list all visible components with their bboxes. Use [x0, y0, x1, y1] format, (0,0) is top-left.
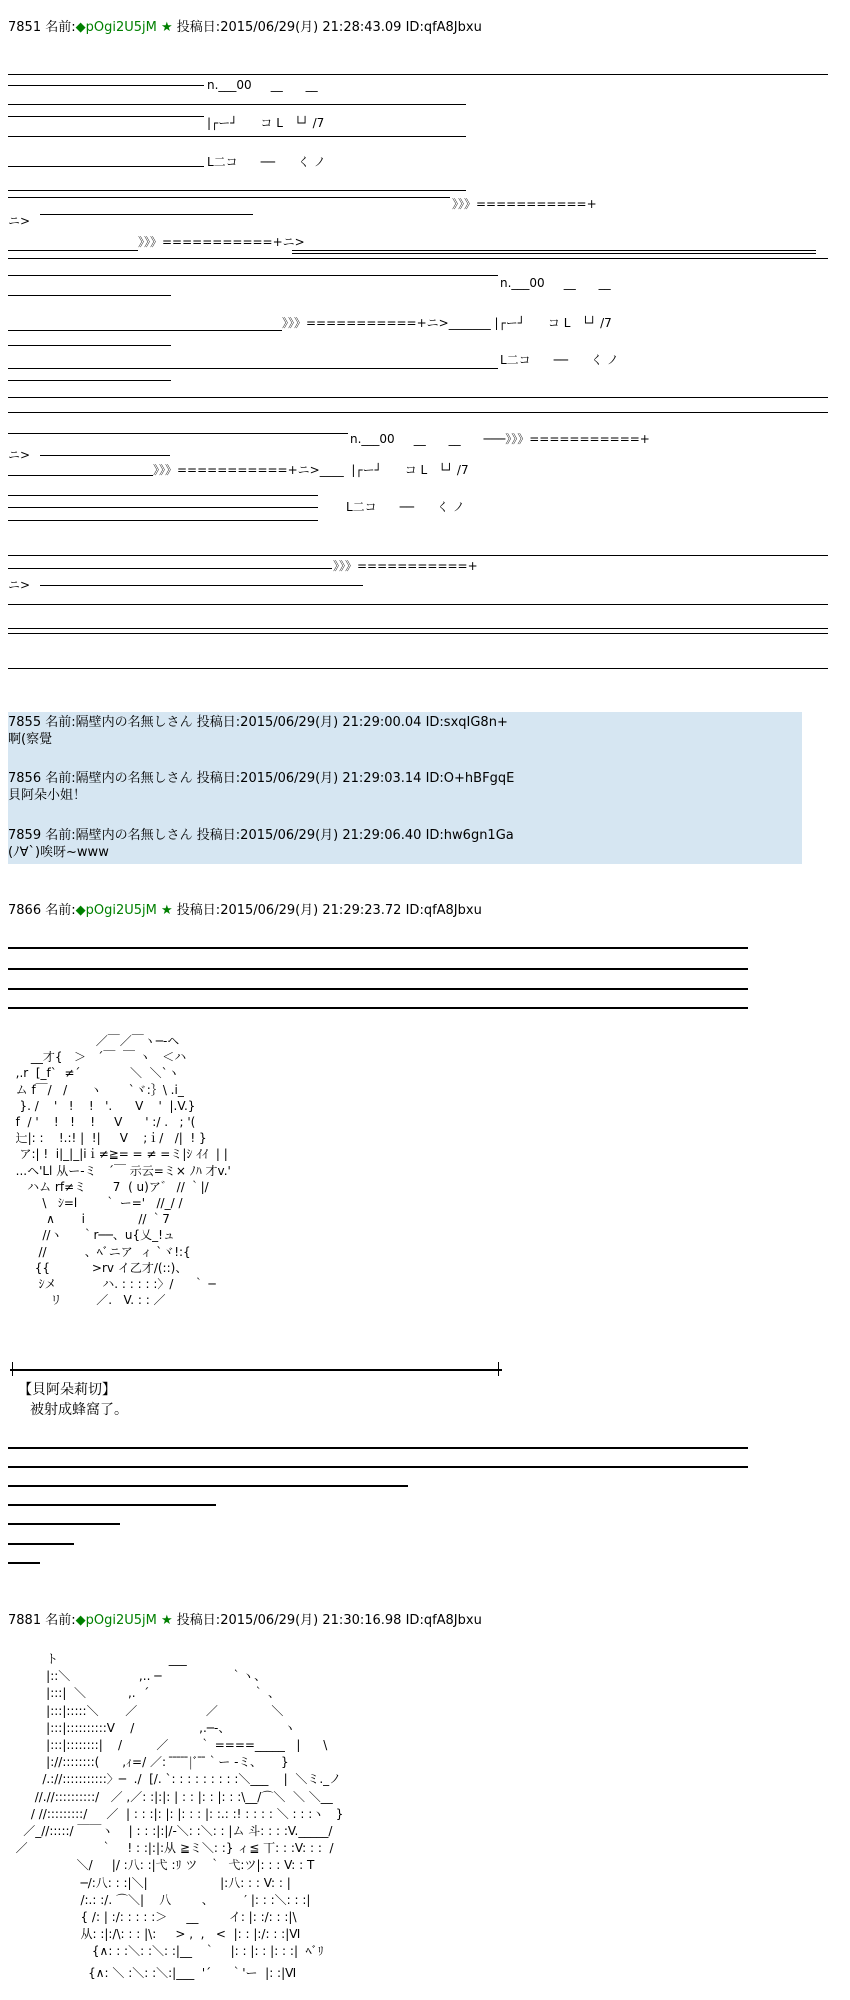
post-header — [8, 1613, 482, 1629]
date-label: 投稿日: — [196, 715, 241, 730]
name-label: 名前: — [45, 1613, 76, 1628]
ascii-art-character: ／￣／￣ヽ─‐ヘ __才{ ＞ ´￣ ￣ ヽ ＜ハ ,.r [_f` ≠´ ＼ ＼`ヽ ム f￣/ / ヽ `ヾ:｝\ .i_ }. / ' ! ! '. V ' |.V.} f / ' ! ! ! V ' :/ . ; '( 辷|: : !.:! | !| V ;ｉ/ /| ! } ア:| ! i|_|_|iｉ≠≧= = ≠ =ミ|ｼ ｲｲ | | ...ヘ'Ll 从ー-ミ ´￣ 示云=ミ× ﾉﾊ 才v.' ハム rf≠ミ 7 ( u)ア゛ // ｀|/ \ ｼ=l ｀ ー=' //_/ / ∧ i // ｀7 //ヽ ｀r──、u{乂_!ュ // 、ﾍﾞニア ィ `ヾ!:{ {{ >rv イ乙才/(::)、 ｼメ ハ. : : : : :〉/ ｀ ─ リ ／. V. : : ／ — [15, 1034, 231, 1308]
post-number: 7855 — [8, 715, 42, 730]
poster-id: ID:hw6gn1Ga — [425, 828, 514, 843]
post-header — [8, 20, 482, 36]
name-label: 名前: — [45, 20, 76, 35]
post-number: 7859 — [8, 828, 42, 843]
aa-line: ニ> — [8, 448, 31, 462]
aa-line: 》》》===========+ — [452, 197, 597, 211]
aa-line: ニ> — [8, 578, 31, 592]
aa-line: 》》》===========+ニ>_______ |┌ー┘ コ L └┘ /7 — [282, 316, 612, 330]
post-date: 2015/06/29(月) 21:28:43.09 — [220, 20, 402, 35]
post-number: 7881 — [8, 1613, 42, 1628]
poster-name: ◆pOgi2U5jM — [75, 903, 157, 918]
post-date: 2015/06/29(月) 21:29:06.40 — [240, 828, 422, 843]
caption-title: 【貝阿朵莉切】 — [18, 1382, 116, 1398]
aa-line: 》》》===========+ — [333, 559, 478, 573]
poster-id: ID:sxqIG8n+ — [425, 715, 508, 730]
caption-text: 被射成蜂窩了。 — [30, 1402, 128, 1418]
reply-text: 貝阿朵小姐！ — [8, 788, 87, 803]
poster-name: ◆pOgi2U5jM — [75, 20, 157, 35]
date-label: 投稿日: — [176, 20, 221, 35]
reply-text: 啊(察覺 — [8, 732, 53, 747]
reply-header — [8, 827, 514, 844]
aa-line: n.___00 __ __ — [207, 78, 318, 92]
name-label: 名前: — [45, 771, 76, 786]
star-icon: ★ — [161, 20, 173, 35]
post-date: 2015/06/29(月) 21:29:00.04 — [240, 715, 422, 730]
poster-name: 隔壁内の名無しさん — [75, 828, 193, 843]
post-date: 2015/06/29(月) 21:29:23.72 — [220, 903, 402, 918]
date-label: 投稿日: — [196, 771, 241, 786]
aa-line: n.___00 __ __ ───》》》===========+ — [350, 432, 650, 446]
poster-id: ID:qfA8Jbxu — [405, 1613, 482, 1628]
poster-id: ID:qfA8Jbxu — [405, 903, 482, 918]
aa-line: 》》》===========+ニ> — [138, 235, 305, 249]
post-date: 2015/06/29(月) 21:29:03.14 — [240, 771, 422, 786]
aa-line: L二コ ── く ノ — [500, 353, 619, 367]
reply-header — [8, 714, 508, 731]
reply-text: (ﾉ∀`)唉呀~www — [8, 845, 109, 860]
aa-line: n.___00 __ __ — [500, 276, 611, 290]
date-label: 投稿日: — [176, 903, 221, 918]
name-label: 名前: — [45, 828, 76, 843]
post-date: 2015/06/29(月) 21:30:16.98 — [220, 1613, 402, 1628]
star-icon: ★ — [161, 903, 173, 918]
ascii-art-character: ト ___ |::＼ ,.. ─ ｀ヽ、 |:::| ＼ ,. ´ ｀ 、 |:::|:::::＼ ／ ／ ＼ |:::|::::::::::V / ,.─-、 ヽ |:::|::::::::| / ／ ｀ ====_____ | \ |://::::::::( ,ｨ=/ ／: ̄ ̄ ̄ ̄ ̄|ﾞ ̄ ̄｀ー -ミ、 } /.://:::::::::::〉─ ./ [/. `: : : : : : : : :＼___ | ＼ミ._ノ //.//::::::::::/ ／ ,／: :|:|: | : : |: : |: : :\__/⌒＼ ＼ ＼__ / //:::::::::/ ／ | : : :|: |: |: : : |: :.: :! : : : : ＼ : : :ヽ } ／_//:::::/ ￣￣ヽ | : : :|:|/‐＼: :＼: : |ム 斗: : : :V._____/ ／ ｀ ! : :|:|:从 ≧ミ＼: :} ィ≦ 丅: : :V: : : / ＼/ |/ :八: :|弋 :ﾘ ツ ｀ 弋:ツ|: : : V: : T ─/:八: : :|＼| |:八: : : V: : | /:.: :/. ⌒＼| 八 、 ′ |: : :＼: : :| { /: | :/: : : : :＞ __ イ: |: :/: : :|\ 从: :|:/\: : : |\: > , , < |: : |:/: : :|Ⅵ {∧: : :＼: :＼: :|__ ｀ |: : |: : |: : :| ﾍﾞﾘ — [15, 1652, 344, 1959]
poster-name: 隔壁内の名無しさん — [75, 715, 193, 730]
post-number: 7866 — [8, 903, 42, 918]
ascii-art-tail: {∧: ＼ :＼: :＼:|___ '´ ｀'ー |: :|Ⅵ — [8, 1966, 297, 1980]
name-label: 名前: — [45, 903, 76, 918]
reply-header — [8, 770, 514, 787]
aa-line: 》》》===========+ニ>____ |┌ー┘ コ L └┘ /7 — [153, 463, 469, 477]
aa-line: |┌ー┘ コ L └┘ /7 — [207, 116, 325, 130]
star-icon: ★ — [161, 1613, 173, 1628]
aa-line: L二コ ── く ノ — [346, 500, 465, 514]
post-number: 7856 — [8, 771, 42, 786]
poster-name: 隔壁内の名無しさん — [75, 771, 193, 786]
poster-id: ID:qfA8Jbxu — [405, 20, 482, 35]
post-header — [8, 903, 482, 919]
aa-line: ニ> — [8, 214, 31, 228]
post-number: 7851 — [8, 20, 42, 35]
poster-id: ID:O+hBFgqE — [425, 771, 515, 786]
poster-name: ◆pOgi2U5jM — [75, 1613, 157, 1628]
date-label: 投稿日: — [176, 1613, 221, 1628]
date-label: 投稿日: — [196, 828, 241, 843]
name-label: 名前: — [45, 715, 76, 730]
aa-line: L二コ ── く ノ — [207, 155, 326, 169]
